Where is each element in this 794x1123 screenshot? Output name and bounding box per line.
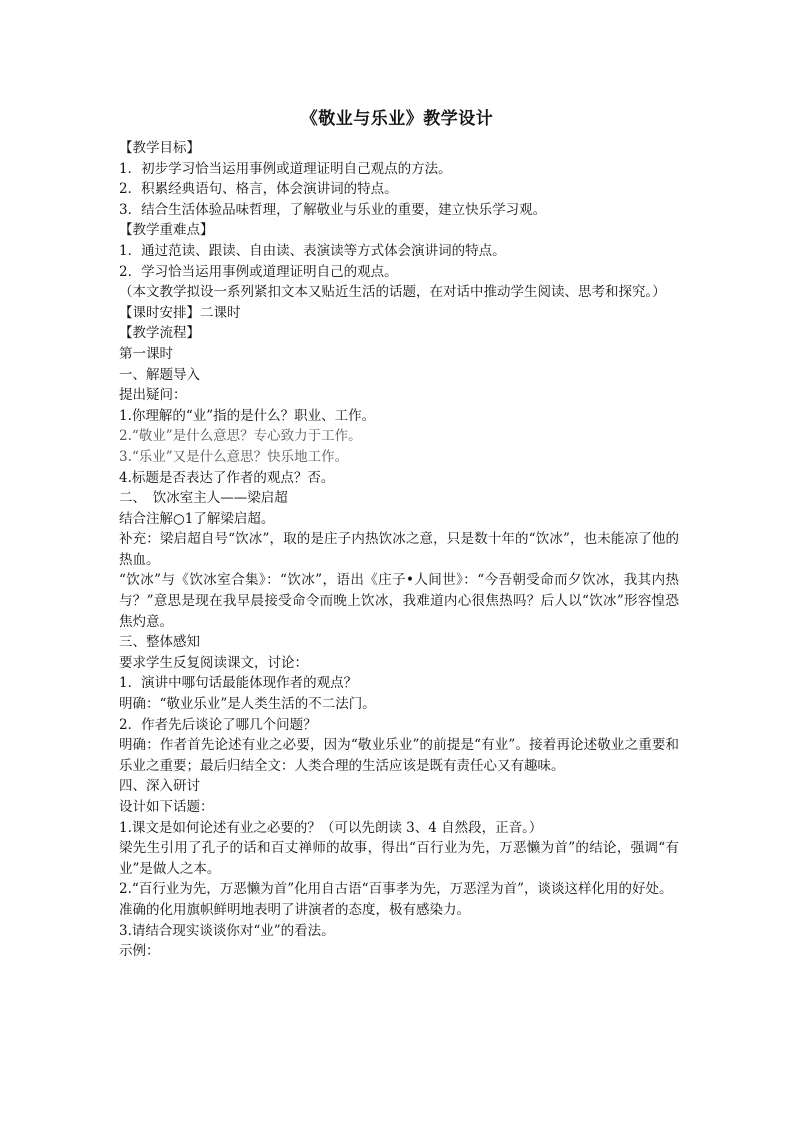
question-item: 2.“敬业”是什么意思？专心致力于工作。 bbox=[119, 428, 362, 445]
question-item: 1.课文是如何论述有业之必要的？（可以先朗读 3、4 自然段，正音。） bbox=[119, 819, 543, 836]
key-point-item: 1．通过范读、跟读、自由读、表演读等方式体会演讲词的特点。 bbox=[119, 242, 506, 259]
question-item: 1.你理解的“业”指的是什么？职业、工作。 bbox=[119, 407, 376, 424]
question-item: 1．演讲中哪句话最能体现作者的观点？ bbox=[119, 675, 358, 692]
objective-item: 1．初步学习恰当运用事例或道理证明自己观点的方法。 bbox=[119, 160, 452, 177]
paragraph: “饮冰”与《饮冰室合集》：“饮冰”，语出《庄子•人间世》：“今吾朝受命而夕饮冰，我其内热与？”意思是现在我早晨接受命令而晚上饮冰，我难道内心很焦热吗？后人以“饮冰”形容惶恐焦灼意。 bbox=[119, 572, 679, 630]
question-item: 3.请结合现实谈谈你对“业”的看法。 bbox=[119, 922, 335, 939]
paragraph: 梁先生引用了孔子的话和百丈禅师的故事，得出“百行业为先，万恶懒为首”的结论，强调“有业”是做人之本。 bbox=[119, 840, 679, 877]
document-body bbox=[119, 138, 679, 962]
lesson-label: 第一课时 bbox=[119, 345, 173, 362]
answer-paragraph: 明确：作者首先论述有业之必要，因为“敬业乐业”的前提是“有业”。接着再论述敬业之重要和乐业之重要；最后归结全文：人类合理的生活应该是既有责任心又有趣味。 bbox=[119, 737, 679, 774]
objective-item: 3．结合生活体验品味哲理，了解敬业与乐业的重要，建立快乐学习观。 bbox=[119, 201, 547, 218]
document-title: 《敬业与乐业》教学设计 bbox=[300, 109, 494, 129]
part-heading: 一、解题导入 bbox=[119, 366, 200, 383]
example-label: 示例： bbox=[119, 943, 160, 960]
part-heading: 三、整体感知 bbox=[119, 634, 200, 651]
part-heading: 四、深入研讨 bbox=[119, 778, 200, 795]
question-item: 2.“百行业为先，万恶懒为首”化用自古语“百事孝为先，万恶淫为首”，谈谈这样化用的好处。 bbox=[119, 881, 673, 898]
key-point-item: 2．学习恰当运用事例或道理证明自己的观点。 bbox=[119, 263, 398, 280]
section-heading-key-points: 【教学重难点】 bbox=[119, 222, 214, 239]
part-heading: 二、 饮冰室主人——梁启超 bbox=[119, 490, 288, 507]
paragraph: 补充：梁启超自号“饮冰”，取的是庄子内热饮冰之意，只是数十年的“饮冰”，也未能凉了他的热血。 bbox=[119, 531, 679, 568]
paragraph: 准确的化用旗帜鲜明地表明了讲演者的态度，极有感染力。 bbox=[119, 901, 470, 918]
paragraph: 要求学生反复阅读课文，讨论： bbox=[119, 654, 308, 671]
paragraph: 结合注解○1了解梁启超。 bbox=[119, 510, 275, 527]
answer-paragraph: 明确：“敬业乐业”是人类生活的不二法门。 bbox=[119, 696, 376, 713]
question-item: 2．作者先后谈论了哪几个问题？ bbox=[119, 716, 317, 733]
teaching-note: （本文教学拟设一系列紧扣文本又贴近生活的话题，在对话中推动学生阅读、思考和探究。） bbox=[119, 284, 666, 301]
section-heading-objectives: 【教学目标】 bbox=[119, 140, 200, 156]
question-item: 3.“乐业”又是什么意思？快乐地工作。 bbox=[119, 448, 349, 465]
objective-item: 2．积累经典语句、格言，体会演讲词的特点。 bbox=[119, 181, 398, 198]
question-item: 4.标题是否表达了作者的观点？否。 bbox=[119, 469, 335, 486]
section-heading-process: 【教学流程】 bbox=[119, 325, 200, 342]
paragraph: 提出疑问： bbox=[119, 387, 187, 404]
paragraph: 设计如下话题： bbox=[119, 799, 214, 815]
section-heading-schedule: 【课时安排】二课时 bbox=[119, 304, 241, 321]
